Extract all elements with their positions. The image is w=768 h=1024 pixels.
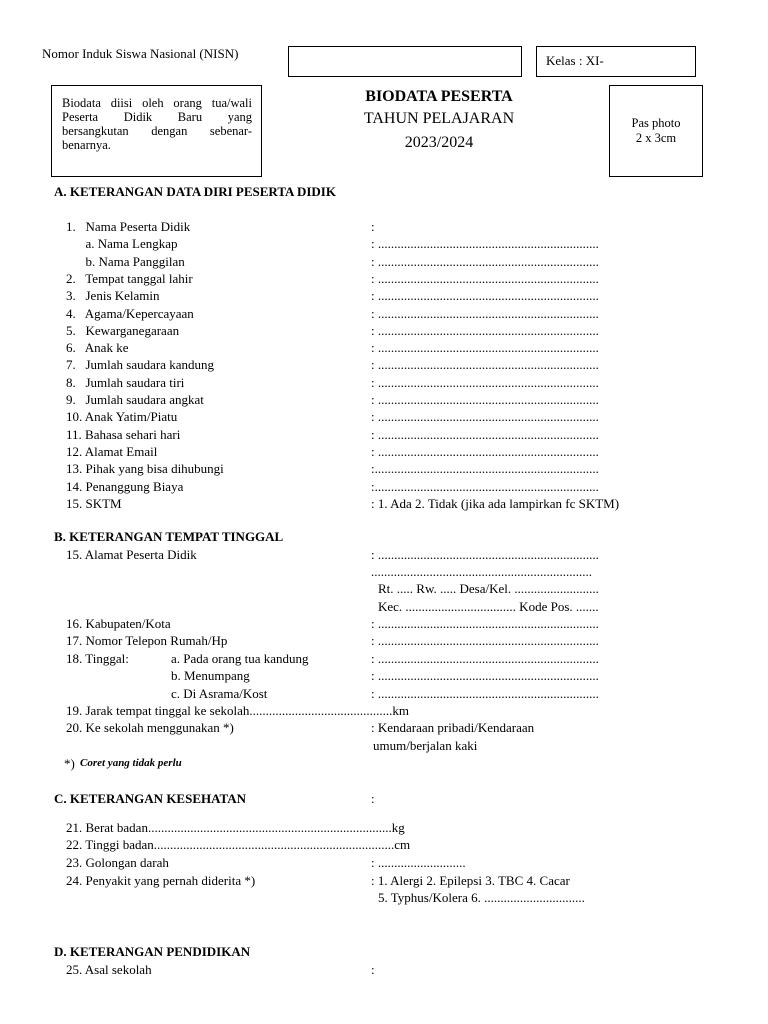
section-a-field-value[interactable]: : .................................................................... xyxy=(371,444,599,459)
field-golongan-darah-value[interactable]: : ........................... xyxy=(371,855,466,870)
intro-note: Biodata diisi oleh orang tua/wali Peserta Didik Baru yang bersangkutan dengan sebenar-benarnya. xyxy=(62,96,252,152)
field-telepon-value[interactable]: : .................................................................... xyxy=(371,633,599,648)
section-a-field-label: b. Nama Panggilan xyxy=(66,254,185,269)
form-title: BIODATA PESERTA xyxy=(365,88,513,105)
field-tinggal-b-value[interactable]: : .................................................................... xyxy=(371,668,599,683)
section-a-field-value[interactable]: :..................................................................... xyxy=(371,479,599,494)
photo-box[interactable] xyxy=(609,85,703,177)
section-a-field-label: 4. Agama/Kepercayaan xyxy=(66,306,194,321)
field-alamat-value[interactable]: : .................................................................... xyxy=(371,547,599,562)
section-a-field-label: 6. Anak ke xyxy=(66,340,129,355)
field-transport-value[interactable]: : Kendaraan pribadi/Kendaraan xyxy=(371,720,535,735)
field-alamat-label: 15. Alamat Peserta Didik xyxy=(66,547,197,562)
field-tinggal-c-label: c. Di Asrama/Kost xyxy=(171,686,268,701)
section-a-field-value[interactable]: : .................................................................... xyxy=(371,271,599,286)
section-b-heading: B. KETERANGAN TEMPAT TINGGAL xyxy=(54,529,284,544)
field-transport-label: 20. Ke sekolah menggunakan *) xyxy=(66,720,234,735)
section-a-field-value[interactable]: :..................................................................... xyxy=(371,461,599,476)
field-penyakit-label: 24. Penyakit yang pernah diderita *) xyxy=(66,873,256,888)
field-golongan-darah-label: 23. Golongan darah xyxy=(66,855,169,870)
section-a-field-value[interactable]: : .................................................................... xyxy=(371,340,599,355)
field-tinggal-c-value[interactable]: : .................................................................... xyxy=(371,686,599,701)
field-tinggal-a-label: a. Pada orang tua kandung xyxy=(171,651,309,666)
field-tinggi-badan[interactable]: 22. Tinggi badan..........................................................................cm xyxy=(66,837,411,852)
section-a-field-value[interactable]: : xyxy=(371,219,375,234)
section-a-field-label: 11. Bahasa sehari hari xyxy=(66,427,181,442)
kelas-box[interactable] xyxy=(536,46,696,77)
section-a-heading: A. KETERANGAN DATA DIRI PESERTA DIDIK xyxy=(54,184,336,199)
field-tinggal-a-value[interactable]: : .................................................................... xyxy=(371,651,599,666)
section-a-field-value[interactable]: : 1. Ada 2. Tidak (jika ada lampirkan fc SKTM) xyxy=(371,496,620,511)
section-a-field-label: 8. Jumlah saudara tiri xyxy=(66,375,185,390)
field-berat-badan[interactable]: 21. Berat badan...........................................................................kg xyxy=(66,820,405,835)
section-a-field-value[interactable]: : .................................................................... xyxy=(371,409,599,424)
field-jarak[interactable]: 19. Jarak tempat tinggal ke sekolah............................................km xyxy=(66,703,410,718)
kelas-label: Kelas : XI- xyxy=(546,53,604,68)
section-a-field-label: 5. Kewarganegaraan xyxy=(66,323,180,338)
nisn-label: Nomor Induk Siswa Nasional (NISN) xyxy=(42,46,239,61)
footnote-text: Coret yang tidak perlu xyxy=(80,757,182,769)
field-telepon-label: 17. Nomor Telepon Rumah/Hp xyxy=(66,633,228,648)
section-a-field-label: 1. Nama Peserta Didik xyxy=(66,219,191,234)
field-asal-sekolah-value[interactable]: : xyxy=(371,962,375,977)
section-a-field-label: 9. Jumlah saudara angkat xyxy=(66,392,204,407)
field-transport-value-2[interactable]: umum/berjalan kaki xyxy=(373,738,478,753)
section-a-field-value[interactable]: : .................................................................... xyxy=(371,236,599,251)
section-d-heading: D. KETERANGAN PENDIDIKAN xyxy=(54,944,251,959)
field-asal-sekolah-label: 25. Asal sekolah xyxy=(66,962,152,977)
section-a-field-label: 7. Jumlah saudara kandung xyxy=(66,357,215,372)
section-c-heading: C. KETERANGAN KESEHATAN xyxy=(54,791,247,806)
field-alamat-line2[interactable]: .................................................................... xyxy=(371,564,592,579)
section-a-field-label: a. Nama Lengkap xyxy=(66,236,178,251)
section-a-field-value[interactable]: : .................................................................... xyxy=(371,254,599,269)
section-a-field-value[interactable]: : .................................................................... xyxy=(371,323,599,338)
footnote-star: *) xyxy=(64,756,75,771)
section-a-field-label: 15. SKTM xyxy=(66,496,122,511)
section-a-field-value[interactable]: : .................................................................... xyxy=(371,288,599,303)
section-a-field-value[interactable]: : .................................................................... xyxy=(371,427,599,442)
field-tinggal-label: 18. Tinggal: xyxy=(66,651,129,666)
field-rt-rw-desa[interactable]: Rt. ..... Rw. ..... Desa/Kel. .......................... xyxy=(378,581,599,596)
photo-size: 2 x 3cm xyxy=(635,131,677,145)
section-a-field-label: 3. Jenis Kelamin xyxy=(66,288,160,303)
field-kabupaten-value[interactable]: : .................................................................... xyxy=(371,616,599,631)
section-a-field-value[interactable]: : .................................................................... xyxy=(371,392,599,407)
field-kec-kodepos[interactable]: Kec. .................................. Kode Pos. ....... xyxy=(378,599,599,614)
section-a-field-label: 2. Tempat tanggal lahir xyxy=(66,271,193,286)
section-a-field-value[interactable]: : .................................................................... xyxy=(371,357,599,372)
section-c-colon: : xyxy=(371,791,375,806)
section-a-field-label: 14. Penanggung Biaya xyxy=(66,479,184,494)
section-a-field-label: 13. Pihak yang bisa dihubungi xyxy=(66,461,224,476)
form-subtitle: TAHUN PELAJARAN xyxy=(363,110,515,127)
section-a-field-value[interactable]: : .................................................................... xyxy=(371,375,599,390)
nisn-input-box[interactable] xyxy=(288,46,522,77)
field-penyakit-value-2[interactable]: 5. Typhus/Kolera 6. ............................... xyxy=(378,890,585,905)
photo-label: Pas photo xyxy=(631,116,681,130)
form-year: 2023/2024 xyxy=(404,134,474,151)
section-a-field-value[interactable]: : .................................................................... xyxy=(371,306,599,321)
field-tinggal-b-label: b. Menumpang xyxy=(171,668,250,683)
section-a-field-label: 10. Anak Yatim/Piatu xyxy=(66,409,178,424)
field-penyakit-value[interactable]: : 1. Alergi 2. Epilepsi 3. TBC 4. Cacar xyxy=(371,873,570,888)
section-a-field-label: 12. Alamat Email xyxy=(66,444,158,459)
field-kabupaten-label: 16. Kabupaten/Kota xyxy=(66,616,171,631)
